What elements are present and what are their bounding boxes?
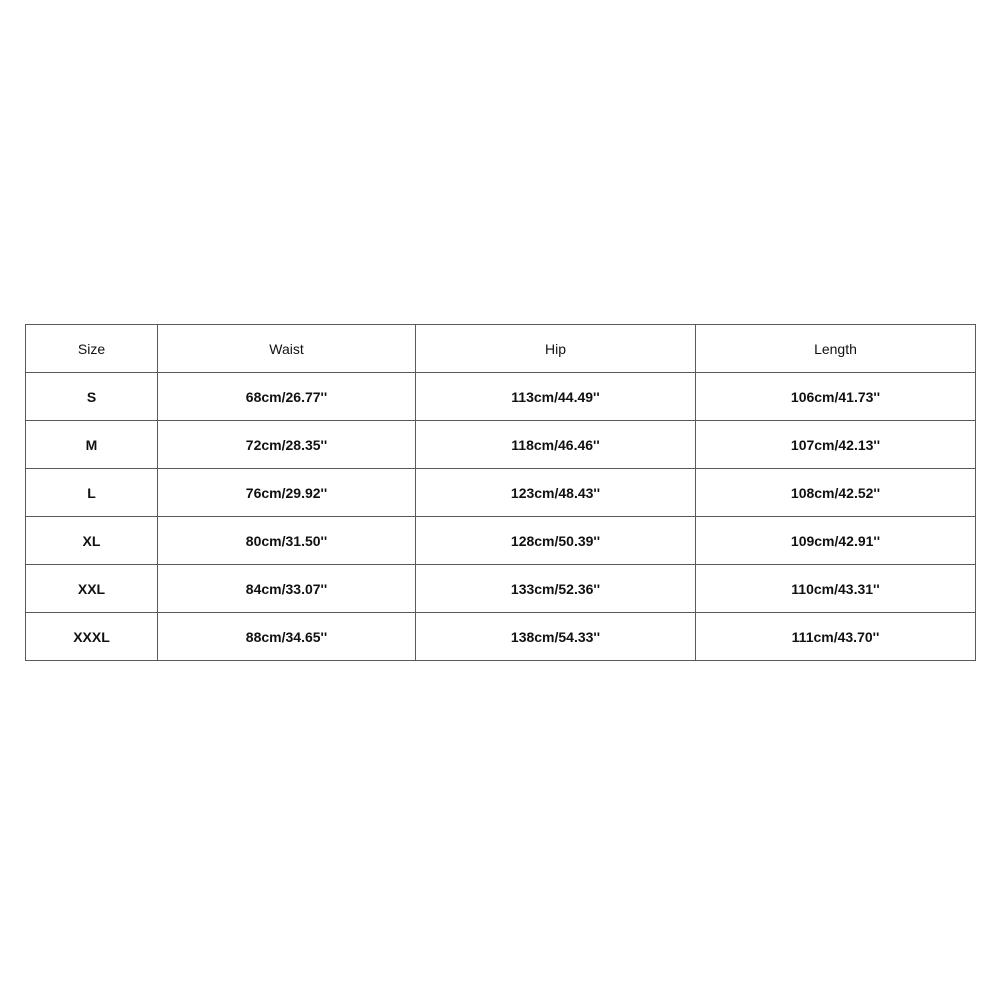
- cell-hip: 118cm/46.46'': [416, 421, 696, 469]
- cell-length: 110cm/43.31'': [696, 565, 976, 613]
- cell-size: XXL: [26, 565, 158, 613]
- cell-length: 109cm/42.91'': [696, 517, 976, 565]
- cell-waist: 80cm/31.50'': [158, 517, 416, 565]
- cell-size: XXXL: [26, 613, 158, 661]
- cell-waist: 72cm/28.35'': [158, 421, 416, 469]
- table-row: [26, 565, 976, 613]
- cell-hip: 133cm/52.36'': [416, 565, 696, 613]
- table-row: [26, 373, 976, 421]
- cell-length: 111cm/43.70'': [696, 613, 976, 661]
- cell-size: S: [26, 373, 158, 421]
- table-row: [26, 517, 976, 565]
- table-row: [26, 469, 976, 517]
- table-row: [26, 421, 976, 469]
- header-length: Length: [696, 325, 976, 373]
- cell-waist: 84cm/33.07'': [158, 565, 416, 613]
- cell-hip: 123cm/48.43'': [416, 469, 696, 517]
- cell-hip: 138cm/54.33'': [416, 613, 696, 661]
- cell-length: 107cm/42.13'': [696, 421, 976, 469]
- cell-size: L: [26, 469, 158, 517]
- header-hip: Hip: [416, 325, 696, 373]
- cell-hip: 113cm/44.49'': [416, 373, 696, 421]
- cell-size: XL: [26, 517, 158, 565]
- cell-size: M: [26, 421, 158, 469]
- cell-length: 108cm/42.52'': [696, 469, 976, 517]
- cell-length: 106cm/41.73'': [696, 373, 976, 421]
- header-size: Size: [26, 325, 158, 373]
- table-row: [26, 613, 976, 661]
- header-waist: Waist: [158, 325, 416, 373]
- cell-hip: 128cm/50.39'': [416, 517, 696, 565]
- cell-waist: 88cm/34.65'': [158, 613, 416, 661]
- cell-waist: 76cm/29.92'': [158, 469, 416, 517]
- size-chart-table: [25, 324, 976, 661]
- table-header-row: [26, 325, 976, 373]
- cell-waist: 68cm/26.77'': [158, 373, 416, 421]
